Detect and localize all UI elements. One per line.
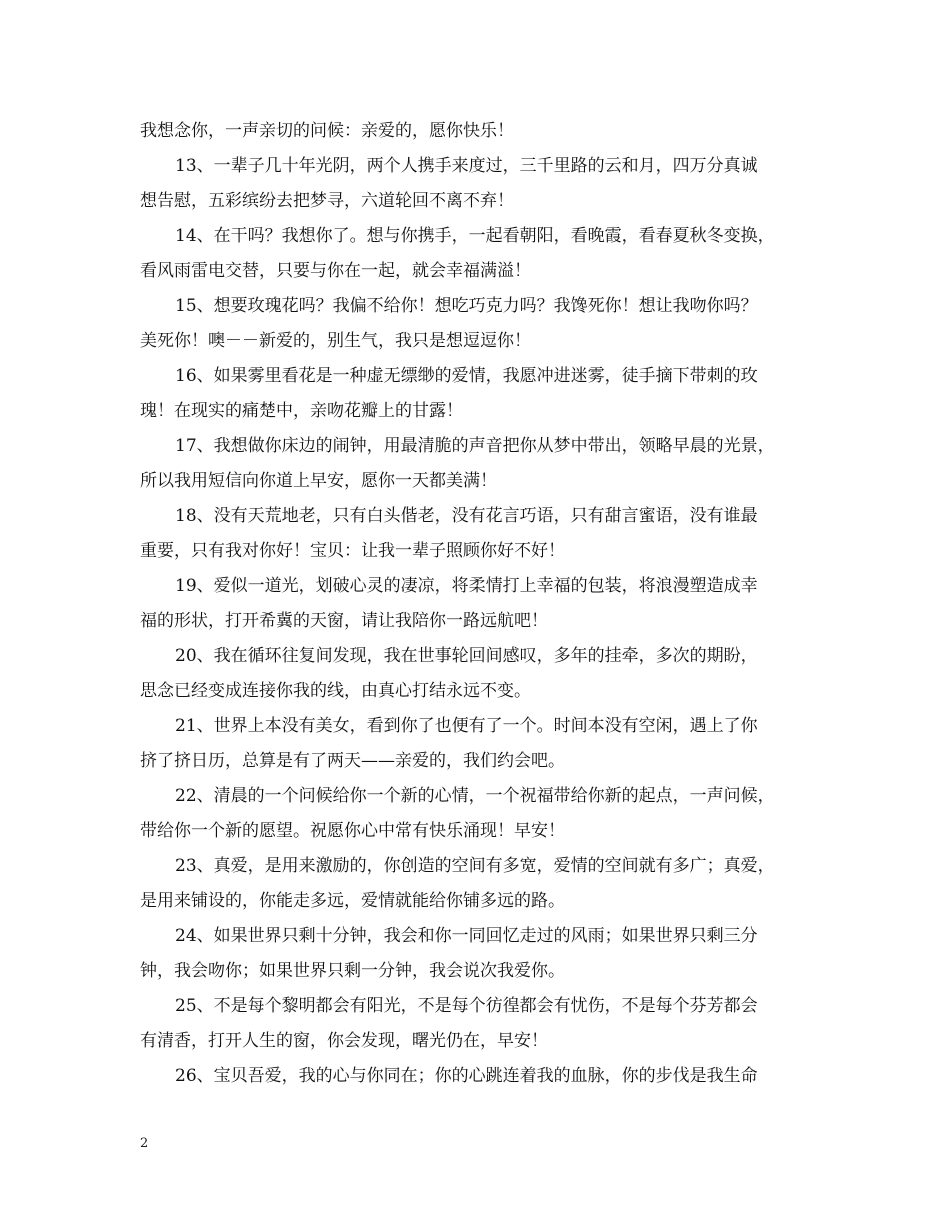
body-text <box>140 114 820 1094</box>
text-line: 26、宝贝吾爱，我的心与你同在；你的心跳连着我的血脉，你的步伐是我生命 <box>175 1066 758 1086</box>
text-line: 15、想要玫瑰花吗？我偏不给你！想吃巧克力吗？我馋死你！想让我吻你吗？ <box>175 296 758 316</box>
text-line: 思念已经变成连接你我的线，由真心打结永远不变。 <box>140 681 531 701</box>
text-line: 22、清晨的一个问候给你一个新的心情，一个祝福带给你新的起点，一声问候， <box>175 786 775 806</box>
text-line: 23、真爱，是用来激励的，你创造的空间有多宽，爱情的空间就有多广；真爱， <box>175 856 775 876</box>
text-line: 有清香，打开人生的窗，你会发现，曙光仍在，早安！ <box>140 1031 548 1051</box>
text-line: 钟，我会吻你；如果世界只剩一分钟，我会说次我爱你。 <box>140 961 565 981</box>
text-line: 17、我想做你床边的闹钟，用最清脆的声音把你从梦中带出，领略早晨的光景， <box>175 436 775 456</box>
text-line: 美死你！噢－－新爱的，别生气，我只是想逗逗你！ <box>140 331 531 351</box>
text-line: 福的形状，打开希冀的天窗，请让我陪你一路远航吧！ <box>140 611 548 631</box>
text-line: 16、如果雾里看花是一种虚无缥缈的爱情，我愿冲进迷雾，徒手摘下带刺的玫 <box>175 366 758 386</box>
text-line: 带给你一个新的愿望。祝愿你心中常有快乐涌现！早安！ <box>140 821 565 841</box>
text-line: 13、一辈子几十年光阴，两个人携手来度过，三千里路的云和月，四万分真诚 <box>175 156 758 176</box>
text-line: 瑰！在现实的痛楚中，亲吻花瓣上的甘露！ <box>140 401 463 421</box>
text-line: 20、我在循环往复间发现，我在世事轮回间感叹，多年的挂牵，多次的期盼， <box>175 646 758 666</box>
text-line: 21、世界上本没有美女，看到你了也便有了一个。时间本没有空闲，遇上了你 <box>175 716 758 736</box>
text-line: 看风雨雷电交替，只要与你在一起，就会幸福满溢！ <box>140 261 531 281</box>
text-line: 24、如果世界只剩十分钟，我会和你一同回忆走过的风雨；如果世界只剩三分 <box>175 926 758 946</box>
page-number: 2 <box>140 1136 149 1151</box>
text-line: 所以我用短信向你道上早安，愿你一天都美满！ <box>140 471 497 491</box>
text-line: 14、在干吗？我想你了。想与你携手，一起看朝阳，看晚霞，看春夏秋冬变换， <box>175 226 775 246</box>
text-line: 19、爱似一道光，划破心灵的凄凉，将柔情打上幸福的包装，将浪漫塑造成幸 <box>175 576 758 596</box>
text-line: 18、没有天荒地老，只有白头偕老，没有花言巧语，只有甜言蜜语，没有谁最 <box>175 506 758 526</box>
text-line: 我想念你，一声亲切的问候：亲爱的，愿你快乐！ <box>140 121 514 141</box>
text-line: 25、不是每个黎明都会有阳光，不是每个彷徨都会有忧伤，不是每个芬芳都会 <box>175 996 758 1016</box>
text-line: 是用来铺设的，你能走多远，爱情就能给你铺多远的路。 <box>140 891 565 911</box>
text-line: 挤了挤日历，总算是有了两天——亲爱的，我们约会吧。 <box>140 751 565 771</box>
text-line: 想告慰，五彩缤纷去把梦寻，六道轮回不离不弃！ <box>140 191 514 211</box>
text-line: 重要，只有我对你好！宝贝：让我一辈子照顾你好不好！ <box>140 541 565 561</box>
